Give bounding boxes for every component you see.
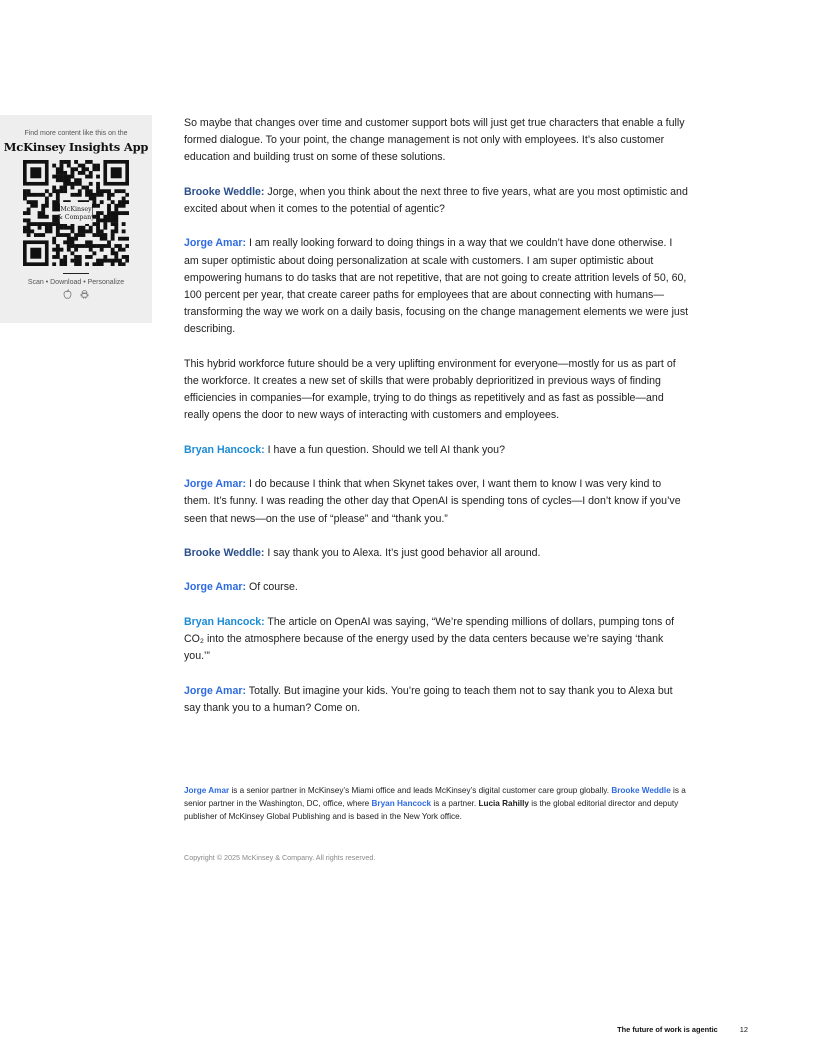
speaker-name: Jorge Amar: xyxy=(184,478,247,491)
bio-text: is a senior partner in McKinsey’s Miami office and leads McKinsey’s digital customer care group globally. xyxy=(229,786,612,795)
paragraph-text: I am really looking forward to doing things in a way that we couldn’t have done otherwise. I am super optimistic about doing personalization at scale with customers. I am super optimistic about empowering humans to do tasks that are not repetitive, that are not going to create attrition levels of 50, 60, 100 percent per year, that create career paths for employees that are about connecting with humans—transforming the way we work on a daily basis, focusing on the change management elements we were just describing. xyxy=(184,237,689,336)
footer-title: The future of work is agentic xyxy=(617,1025,718,1034)
paragraph-text: I do because I think that when Skynet takes over, I want them to know I was very kind to them. It’s funny. I was reading the other day that OpenAI is spending tons of cycles—I don’t know if you’ve seen that news—on the use of “please” and “thank you.” xyxy=(184,478,681,525)
app-promo-find-text: Find more content like this on the xyxy=(24,130,128,137)
speaker-name: Jorge Amar: xyxy=(184,684,247,697)
copyright-notice: Copyright © 2025 McKinsey & Company. All rights reserved. xyxy=(184,853,376,862)
speaker-name: Brooke Weddle: xyxy=(184,546,265,559)
app-promo-divider xyxy=(63,273,89,274)
transcript-paragraph xyxy=(184,614,689,666)
bio-text: is a senior partner in the Washington, DC, office, where xyxy=(184,786,686,808)
app-promo-title: McKinsey Insights App xyxy=(3,140,149,154)
transcript-paragraph xyxy=(184,683,689,717)
speaker-name: Brooke Weddle: xyxy=(184,185,265,198)
author-name-lucia-rahilly: Lucia Rahilly xyxy=(478,799,529,808)
page-footer xyxy=(617,1025,748,1034)
transcript-paragraph xyxy=(184,356,689,425)
qr-center-line2: & Company xyxy=(57,214,95,221)
paragraph-text: This hybrid workforce future should be a very uplifting environment for everyone—mostly for us as part of the workforce. It creates a new set of skills that were probably deprioritized in previous ways of finding efficiencies in companies—for example, trying to do things as repetitively and as fast as possible—and really opens the door to new ways of interacting with customers and employees. xyxy=(184,357,676,422)
transcript-paragraph xyxy=(184,442,689,459)
transcript-paragraph xyxy=(184,579,689,596)
android-icon[interactable] xyxy=(80,289,89,299)
speaker-name: Jorge Amar: xyxy=(184,237,247,250)
transcript-paragraph xyxy=(184,184,689,218)
author-bios xyxy=(184,784,689,823)
paragraph-text: The article on OpenAI was saying, “We’re spending millions of dollars, pumping tons of CO₂ into the atmosphere because of the energy used by the data centers because we’re saying ‘thank you.’” xyxy=(184,615,675,663)
app-promo-panel xyxy=(0,115,152,323)
author-name-bryan-hancock[interactable]: Bryan Hancock xyxy=(371,799,432,808)
page-number: 12 xyxy=(739,1025,748,1034)
qr-center-line1: McKinsey xyxy=(60,206,92,213)
paragraph-text: Totally. But imagine your kids. You’re going to teach them not to say thank you to Alexa but say thank you to a human? Come on. xyxy=(184,684,673,714)
paragraph-text: Of course. xyxy=(246,581,298,594)
bio-text: is the global editorial director and deputy publisher of McKinsey Global Publishing and is based in the New York office. xyxy=(184,799,679,821)
transcript-paragraph xyxy=(184,235,689,338)
paragraph-text: Jorge, when you think about the next three to five years, what are you most optimistic and excited about when it comes to the potential of agentic? xyxy=(184,185,688,215)
app-store-icons xyxy=(0,289,152,299)
speaker-name: Bryan Hancock: xyxy=(184,615,265,628)
app-promo-tagline: Scan • Download • Personalize xyxy=(27,279,125,286)
transcript-paragraph xyxy=(184,545,689,562)
speaker-name: Bryan Hancock: xyxy=(184,443,265,456)
interview-transcript xyxy=(184,115,689,734)
author-name-jorge-amar[interactable]: Jorge Amar xyxy=(184,786,230,795)
speaker-name: Jorge Amar: xyxy=(184,581,247,594)
paragraph-text: So maybe that changes over time and customer support bots will just get true characters that enable a fully formed dialogue. To your point, the change management is not only with employees. It’s also customer education and building trust on some of these solutions. xyxy=(184,117,685,164)
transcript-paragraph xyxy=(184,115,689,167)
bio-text: is a partner. xyxy=(431,799,479,808)
author-name-brooke-weddle[interactable]: Brooke Weddle xyxy=(611,786,671,795)
paragraph-text: I have a fun question. Should we tell AI thank you? xyxy=(264,443,505,456)
qr-code[interactable] xyxy=(23,160,129,266)
paragraph-text: I say thank you to Alexa. It’s just good behavior all around. xyxy=(264,546,541,559)
apple-icon[interactable] xyxy=(63,289,72,299)
transcript-paragraph xyxy=(184,476,689,528)
